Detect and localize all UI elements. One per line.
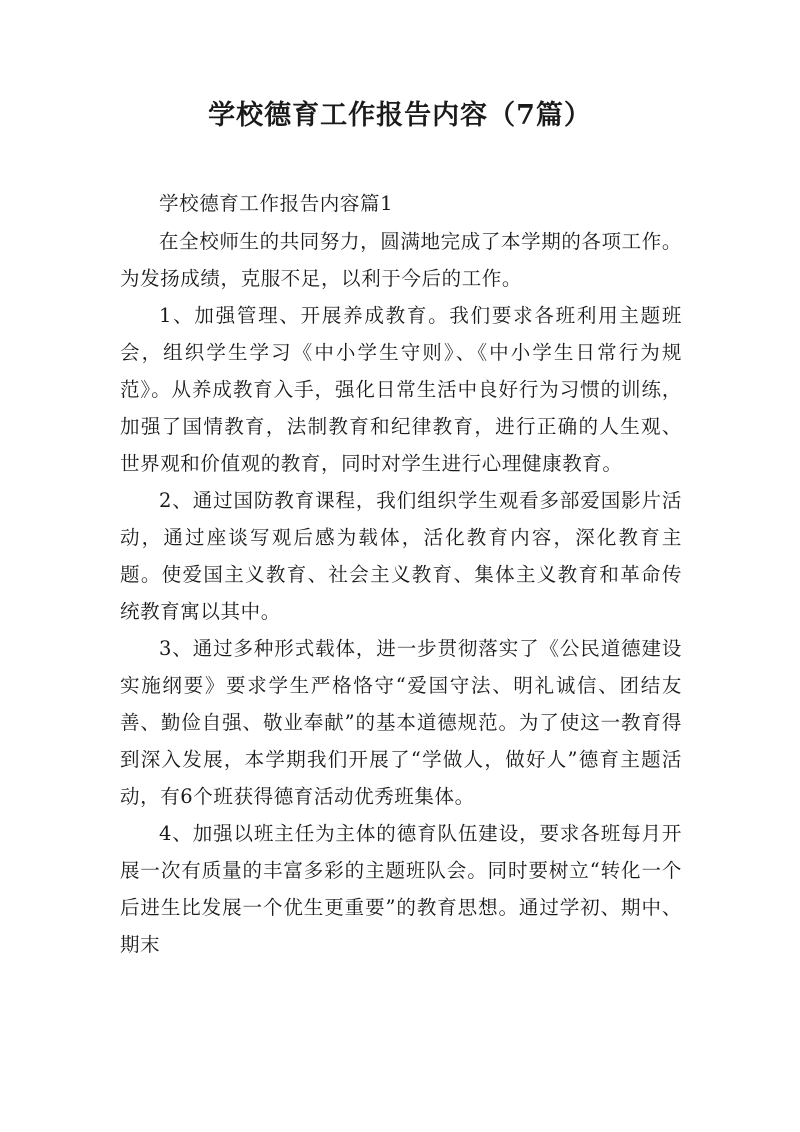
document-body: [120, 185, 682, 963]
paragraph-item-2: 2、通过国防教育课程，我们组织学生观看多部爱国影片活动，通过座谈写观后感为载体，活化教育内容，深化教育主题。使爱国主义教育、社会主义教育、集体主义教育和革命传统教育寓以其中。: [120, 489, 682, 623]
document-title: 学校德育工作报告内容（7篇）: [208, 100, 592, 131]
section-heading: 学校德育工作报告内容篇1: [159, 192, 394, 215]
paragraph-item-4: 4、加强以班主任为主体的德育队伍建设，要求各班每月开展一次有质量的丰富多彩的主题班队会。同时要树立“转化一个后进生比发展一个优生更重要”的教育思想。通过学初、期中、期末: [120, 822, 682, 956]
paragraph-intro: 在全校师生的共同努力，圆满地完成了本学期的各项工作。为发扬成绩，克服不足，以利于今后的工作。: [120, 230, 682, 290]
paragraph-item-3: 3、通过多种形式载体，进一步贯彻落实了《公民道德建设实施纲要》要求学生严格恪守“爱国守法、明礼诚信、团结友善、勤俭自强、敬业奉献”的基本道德规范。为了使这一教育得到深入发展，本学期我们开展了“学做人，做好人”德育主题活动，有6个班获得德育活动优秀班集体。: [120, 637, 682, 808]
paragraph-item-1: 1、加强管理、开展养成教育。我们要求各班利用主题班会，组织学生学习《中小学生守则》、《中小学生日常行为规范》。从养成教育入手，强化日常生活中良好行为习惯的训练，加强了国情教育，法制教育和纪律教育，进行正确的人生观、世界观和价值观的教育，同时对学生进行心理健康教育。: [120, 304, 682, 475]
